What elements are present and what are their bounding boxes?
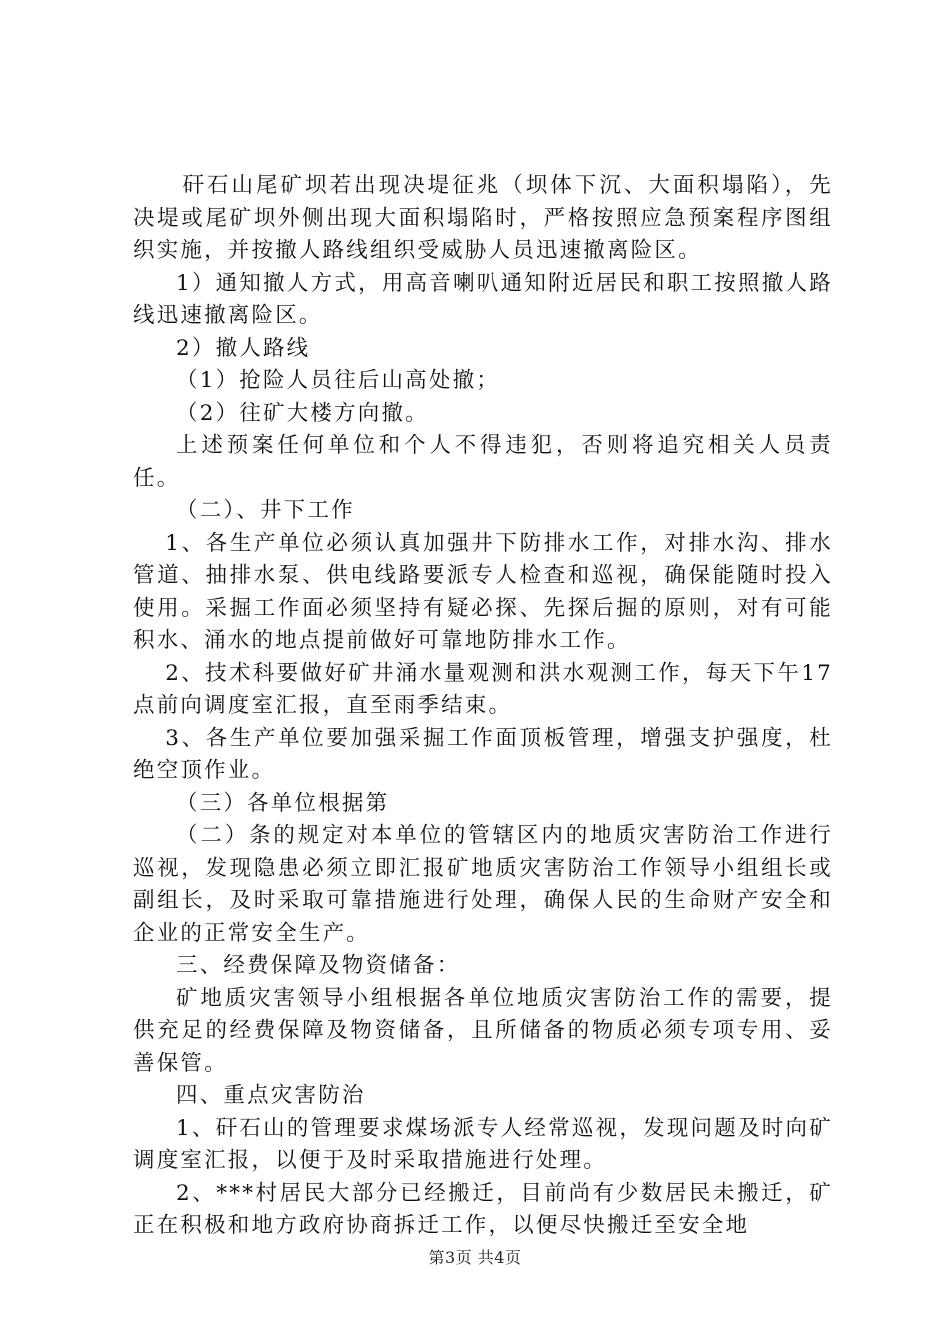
paragraph-funding: 矿地质灾害领导小组根据各单位地质灾害防治工作的需要，提供充足的经费保障及物资储备，且所储备的物质必须专项专用、妥善保管。 [133,985,833,1076]
page-footer: 第3页 共4页 [428,1248,522,1267]
section-heading-key-hazards: 四、重点灾害防治 [176,1083,366,1108]
paragraph-underground-1: 1、各生产单位必须认真加强井下防排水工作，对排水沟、排水管道、抽排水泵、供电线路要派专人检查和巡视，确保能随时投入使用。采掘工作面必须坚持有疑必探、先探后掘的原则，对有可能积水、涌水的地点提前做好可靠地防排水工作。 [133,530,833,653]
paragraph-dam-warning: 矸石山尾矿坝若出现决堤征兆（坝体下沉、大面积塌陷），先决堤或尾矿坝外侧出现大面积塌陷时，严格按照应急预案程序图组织实施，并按撤人路线组织受威胁人员迅速撤离险区。 [133,173,833,263]
paragraph-evac-route-1: （1）抢险人员往后山高处撤； [176,368,500,393]
paragraph-underground-2: 2、技术科要做好矿井涌水量观测和洪水观测工作，每天下午17点前向调度室汇报，直至雨季结束。 [133,660,833,718]
paragraph-notify-method: 1）通知撤人方式，用高音喇叭通知附近居民和职工按照撤人路线迅速撤离险区。 [133,270,833,328]
paragraph-key-hazard-1: 1、矸石山的管理要求煤场派专人经常巡视，发现问题及时向矿调度室汇报，以便于及时采取措施进行处理。 [133,1115,833,1173]
paragraph-units-inspection: （二）条的规定对本单位的管辖区内的地质灾害防治工作进行巡视，发现隐患必须立即汇报矿地质灾害防治工作领导小组组长或副组长，及时采取可靠措施进行处理，确保人民的生命财产安全和企业的正常安全生产。 [133,823,833,946]
paragraph-liability: 上述预案任何单位和个人不得违犯，否则将追究相关人员责任。 [133,433,833,491]
section-heading-underground: （二）、井下工作 [176,498,355,523]
document-body [133,170,833,1243]
section-heading-funding: 三、经费保障及物资储备： [176,953,461,978]
paragraph-evac-route-2: （2）往矿大楼方向撤。 [176,400,429,426]
paragraph-evac-route-heading: 2）撤人路线 [176,335,311,361]
paragraph-key-hazard-2: 2、***村居民大部分已经搬迁，目前尚有少数居民未搬迁，矿正在积极和地方政府协商拆迁工作，以便尽快搬迁至安全地 [133,1180,833,1238]
section-heading-units: （三）各单位根据第 [176,790,390,816]
paragraph-underground-3: 3、各生产单位要加强采掘工作面顶板管理，增强支护强度，杜绝空顶作业。 [133,725,833,783]
